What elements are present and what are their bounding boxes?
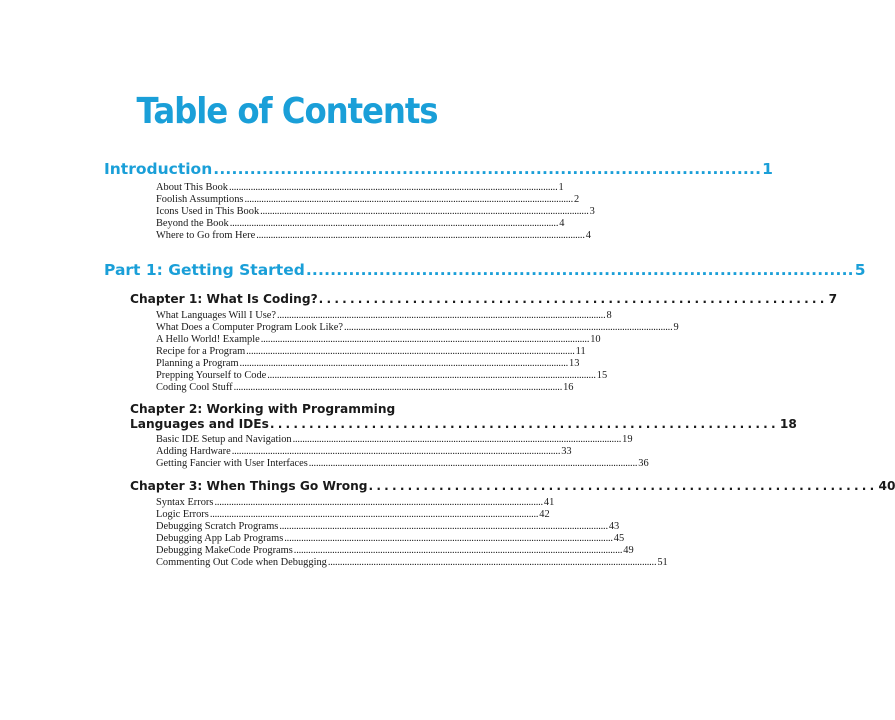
toc-page-number: 1: [558, 182, 564, 193]
toc-page-number: 19: [622, 434, 633, 445]
toc-chapter-3[interactable]: [130, 476, 895, 496]
toc-page-number: 10: [590, 334, 601, 345]
toc-section[interactable]: [156, 497, 555, 509]
toc-page-number: 4: [559, 218, 565, 229]
toc-entry-title: Coding Cool Stuff: [156, 382, 233, 393]
toc-page-number: 49: [623, 545, 634, 556]
toc-page-number: 15: [596, 370, 608, 381]
toc-section[interactable]: [156, 310, 612, 322]
toc-section[interactable]: [156, 533, 625, 545]
toc-entry-title: Introduction: [104, 160, 213, 178]
toc-entry-title: Debugging MakeCode Programs: [156, 545, 293, 556]
toc-section[interactable]: [156, 521, 620, 533]
toc-section[interactable]: [156, 458, 649, 470]
toc-page-number: 3: [589, 206, 595, 217]
toc-entry-title: Chapter 1: What Is Coding?: [130, 292, 318, 306]
toc-section[interactable]: [156, 358, 580, 370]
dot-leader: ..........................................................................................: [305, 261, 854, 279]
toc-entry-title: Chapter 3: When Things Go Wrong: [130, 479, 368, 493]
dot-leader: .........................................................................................................................................: [233, 382, 563, 393]
toc-entry-title: Icons Used in This Book: [156, 206, 260, 217]
dot-leader: .........................................................................................................................................: [214, 497, 543, 508]
toc-page-number: 33: [561, 446, 572, 457]
toc-page-number: 51: [657, 557, 668, 568]
dot-leader: .................................................................: [318, 292, 828, 306]
toc-page-number: 9: [673, 322, 679, 333]
toc-page-number: 7: [828, 292, 838, 306]
dot-leader: .........................................................................................................................................: [260, 334, 590, 345]
dot-leader: .........................................................................................................................................: [229, 218, 559, 229]
dot-leader: .........................................................................................................................................: [284, 533, 613, 544]
dot-leader: .........................................................................................................................................: [239, 358, 569, 369]
toc-entry-title: Where to Go from Here: [156, 230, 256, 241]
toc-section[interactable]: [156, 218, 565, 230]
toc-entry-title: Languages and IDEs: [130, 417, 269, 431]
dot-leader: .........................................................................................................................................: [260, 206, 589, 217]
dot-leader: .........................................................................................................................................: [246, 346, 575, 357]
toc-entry-title: Foolish Assumptions: [156, 194, 244, 205]
page-title: Table of Contents: [136, 91, 438, 132]
toc-section[interactable]: [156, 346, 586, 358]
toc-page-number: 11: [575, 346, 586, 357]
toc-section[interactable]: [156, 446, 572, 458]
toc-entry-title: Recipe for a Program: [156, 346, 246, 357]
toc-entry-title: What Does a Computer Program Look Like?: [156, 322, 343, 333]
toc-part-1[interactable]: [104, 258, 866, 282]
toc-section[interactable]: [156, 334, 601, 346]
toc-entry-title: Planning a Program: [156, 358, 239, 369]
toc-section[interactable]: [156, 322, 679, 334]
dot-leader: .........................................................................................................................................: [293, 545, 623, 556]
dot-leader: .........................................................................................................................................: [292, 434, 622, 445]
toc-entry-title: Part 1: Getting Started: [104, 261, 305, 279]
toc-chapter-1[interactable]: [130, 289, 838, 309]
dot-leader: .........................................................................................................................................: [244, 194, 573, 205]
toc-entry-title: Adding Hardware: [156, 446, 231, 457]
toc-page-number: 43: [608, 521, 620, 532]
toc-entry-title: Prepping Yourself to Code: [156, 370, 267, 381]
dot-leader: .........................................................................................................................................: [308, 458, 638, 469]
toc-section[interactable]: [156, 230, 591, 242]
toc-entry-title: Commenting Out Code when Debugging: [156, 557, 327, 568]
toc-section[interactable]: [156, 545, 634, 557]
toc-page-number: 4: [585, 230, 591, 241]
toc-part-introduction[interactable]: [104, 157, 773, 181]
dot-leader: ..........................................................................................: [213, 160, 762, 178]
toc-page-number: 18: [779, 417, 797, 431]
toc-section[interactable]: [156, 557, 668, 569]
toc-page-number: 16: [563, 382, 574, 393]
toc-page-number: 5: [854, 261, 866, 279]
dot-leader: .........................................................................................................................................: [231, 446, 561, 457]
toc-section[interactable]: [156, 206, 595, 218]
toc-page-number: 40: [878, 479, 895, 493]
dot-leader: .........................................................................................................................................: [209, 509, 539, 520]
dot-leader: .........................................................................................................................................: [267, 370, 596, 381]
toc-section[interactable]: [156, 509, 550, 521]
toc-section[interactable]: [156, 194, 580, 206]
dot-leader: .........................................................................................................................................: [228, 182, 558, 193]
dot-leader: .........................................................................................................................................: [343, 322, 673, 333]
toc-entry-title: What Languages Will I Use?: [156, 310, 276, 321]
toc-section[interactable]: [156, 182, 564, 194]
toc-chapter-2-title-line1[interactable]: Chapter 2: Working with Programming: [130, 402, 396, 416]
toc-page-number: 13: [569, 358, 580, 369]
toc-page-number: 36: [638, 458, 649, 469]
toc-entry-title: Basic IDE Setup and Navigation: [156, 434, 292, 445]
toc-section[interactable]: [156, 370, 608, 382]
toc-chapter-2[interactable]: [130, 414, 797, 434]
toc-entry-title: A Hello World! Example: [156, 334, 260, 345]
toc-entry-title: Beyond the Book: [156, 218, 229, 229]
toc-entry-title: Getting Fancier with User Interfaces: [156, 458, 308, 469]
toc-entry-title: About This Book: [156, 182, 228, 193]
toc-entry-title: Logic Errors: [156, 509, 209, 520]
toc-entry-title: Syntax Errors: [156, 497, 214, 508]
dot-leader: .........................................................................................................................................: [327, 557, 657, 568]
toc-page-number: 2: [573, 194, 580, 205]
toc-page-number: 1: [762, 160, 773, 178]
dot-leader: .........................................................................................................................................: [256, 230, 585, 241]
toc-page-number: 42: [539, 509, 550, 520]
toc-page-number: 45: [613, 533, 625, 544]
toc-entry-title: Debugging Scratch Programs: [156, 521, 279, 532]
toc-section[interactable]: [156, 382, 574, 394]
toc-section[interactable]: [156, 434, 633, 446]
dot-leader: .................................................................: [269, 417, 779, 431]
toc-page-number: 41: [543, 497, 555, 508]
toc-entry-title: Debugging App Lab Programs: [156, 533, 284, 544]
toc-page-number: 8: [606, 310, 612, 321]
dot-leader: .................................................................: [368, 479, 878, 493]
dot-leader: .........................................................................................................................................: [277, 310, 606, 321]
dot-leader: .........................................................................................................................................: [279, 521, 608, 532]
